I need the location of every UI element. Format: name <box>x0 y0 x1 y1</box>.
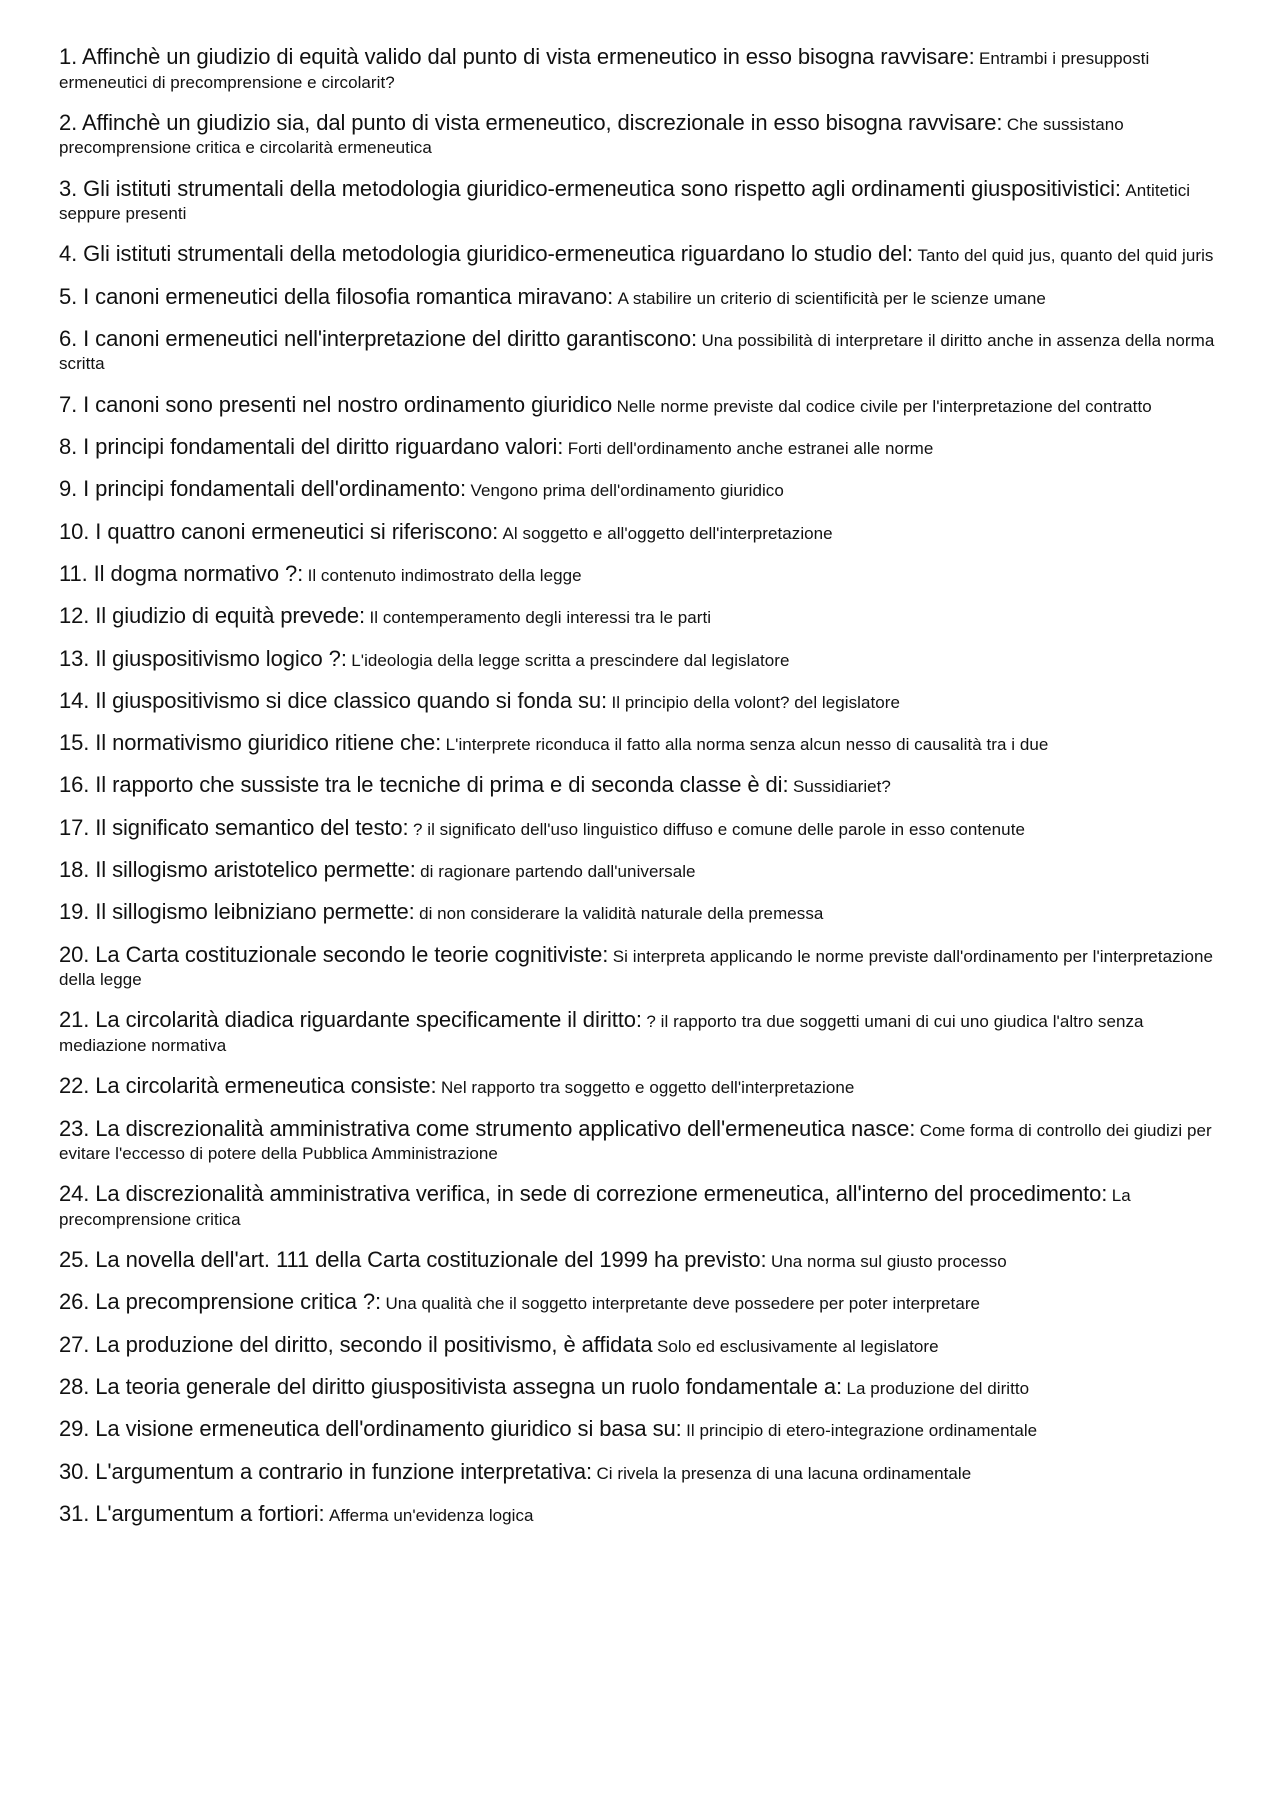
question-text: 23. La discrezionalità amministrativa come strumento applicativo dell'ermeneutica nasce: <box>59 1115 916 1141</box>
qa-item <box>59 391 1224 420</box>
answer-text: Ci rivela la presenza di una lacuna ordinamentale <box>596 1463 972 1483</box>
question-text: 25. La novella dell'art. 111 della Carta costituzionale del 1999 ha previsto: <box>59 1247 767 1273</box>
answer-text: Il principio della volont? del legislatore <box>611 692 900 712</box>
question-text: 6. I canoni ermeneutici nell'interpretazione del diritto garantiscono: <box>59 325 698 351</box>
question-text: 21. La circolarità diadica riguardante specificamente il diritto: <box>59 1007 642 1033</box>
qa-item <box>59 560 1224 589</box>
question-text: 17. Il significato semantico del testo: <box>59 814 409 840</box>
qa-item <box>59 175 1224 227</box>
answer-text: Il contemperamento degli interessi tra le parti <box>369 608 712 628</box>
question-text: 3. Gli istituti strumentali della metodologia giuridico-ermeneutica sono rispetto agli ordinamenti giuspositivistici: <box>59 175 1121 201</box>
qa-item <box>59 859 1224 885</box>
qa-item <box>59 1331 1224 1360</box>
question-text: 1. Affinchè un giudizio di equità valido dal punto di vista ermeneutico in esso bisogna ravvisare: <box>59 44 975 69</box>
question-text: 11. Il dogma normativo ?: <box>59 560 304 586</box>
question-text: 15. Il normativismo giuridico ritiene che: <box>59 730 442 756</box>
qa-item <box>59 687 1224 716</box>
question-text: 28. La teoria generale del diritto giuspositivista assegna un ruolo fondamentale a: <box>59 1374 842 1400</box>
question-answer-list <box>59 46 1224 1545</box>
question-text: 14. Il giuspositivismo si dice classico quando si fonda su: <box>59 687 608 713</box>
answer-text: Il principio di etero-integrazione ordinamentale <box>686 1421 1038 1441</box>
question-text: 7. I canoni sono presenti nel nostro ordinamento giuridico <box>59 391 613 417</box>
qa-item <box>59 518 1224 547</box>
qa-item <box>59 1376 1224 1402</box>
answer-text: Nelle norme previste dal codice civile per l'interpretazione del contratto <box>616 396 1152 416</box>
answer-text: Il contenuto indimostrato della legge <box>307 565 582 585</box>
question-text: 18. Il sillogismo aristotelico permette: <box>59 857 416 883</box>
qa-item <box>59 774 1224 800</box>
answer-text: Entrambi i presupposti ermeneutici di precomprensione e circolarit? <box>59 49 1150 92</box>
qa-item <box>59 109 1224 161</box>
question-text: 9. I principi fondamentali dell'ordinamento: <box>59 476 467 502</box>
answer-text: Vengono prima dell'ordinamento giuridico <box>470 481 784 501</box>
question-text: 19. Il sillogismo leibniziano permette: <box>59 899 415 925</box>
qa-item <box>59 941 1224 993</box>
qa-item <box>59 901 1224 927</box>
question-text: 13. Il giuspositivismo logico ?: <box>59 645 347 671</box>
qa-item <box>59 283 1224 312</box>
qa-item <box>59 1115 1224 1167</box>
answer-text: Come forma di controllo dei giudizi per evitare l'eccesso di potere della Pubblica Amministrazione <box>59 1120 1212 1164</box>
answer-text: di ragionare partendo dall'universale <box>420 862 696 882</box>
qa-item <box>59 1418 1224 1444</box>
answer-text: L'interprete riconduca il fatto alla norma senza alcun nesso di causalità tra i due <box>445 735 1049 755</box>
question-text: 24. La discrezionalità amministrativa verifica, in sede di correzione ermeneutica, all'interno del procedimento: <box>59 1181 1108 1207</box>
qa-item <box>59 1249 1224 1275</box>
question-text: 5. I canoni ermeneutici della filosofia romantica miravano: <box>59 283 614 309</box>
qa-item <box>59 732 1224 758</box>
answer-text: La produzione del diritto <box>846 1379 1030 1399</box>
answer-text: Tanto del quid jus, quanto del quid juris <box>917 246 1214 266</box>
question-text: 2. Affinchè un giudizio sia, dal punto di vista ermeneutico, discrezionale in esso bisogna ravvisare: <box>59 109 1003 135</box>
qa-item <box>59 1075 1224 1101</box>
answer-text: Antitetici seppure presenti <box>59 180 1191 224</box>
qa-item <box>59 46 1224 95</box>
question-text: 27. La produzione del diritto, secondo il positivismo, è affidata <box>59 1331 653 1357</box>
question-text: 26. La precomprensione critica ?: <box>59 1289 381 1315</box>
qa-item <box>59 478 1224 504</box>
answer-text: La precomprensione critica <box>59 1186 1131 1229</box>
answer-text: Forti dell'ordinamento anche estranei alle norme <box>567 439 934 459</box>
qa-item <box>59 1009 1224 1058</box>
answer-text: ? il rapporto tra due soggetti umani di cui uno giudica l'altro senza mediazione normativa <box>59 1012 1144 1055</box>
qa-item <box>59 1183 1224 1232</box>
answer-text: Nel rapporto tra soggetto e oggetto dell'interpretazione <box>440 1078 855 1098</box>
answer-text: A stabilire un criterio di scientificità per le scienze umane <box>617 288 1046 308</box>
question-text: 31. L'argumentum a fortiori: <box>59 1500 325 1526</box>
question-text: 22. La circolarità ermeneutica consiste: <box>59 1073 437 1099</box>
answer-text: Una norma sul giusto processo <box>770 1252 1007 1272</box>
qa-item <box>59 1500 1224 1529</box>
answer-text: L'ideologia della legge scritta a prescindere dal legislatore <box>351 650 790 670</box>
question-text: 30. L'argumentum a contrario in funzione interpretativa: <box>59 1458 593 1484</box>
qa-item <box>59 605 1224 631</box>
answer-text: Che sussistano precomprensione critica e circolarità ermeneutica <box>59 114 1124 158</box>
question-text: 12. Il giudizio di equità prevede: <box>59 603 366 629</box>
qa-item <box>59 1291 1224 1317</box>
qa-item <box>59 436 1224 462</box>
question-text: 8. I principi fondamentali del diritto riguardano valori: <box>59 434 564 460</box>
qa-item <box>59 814 1224 843</box>
question-text: 10. I quattro canoni ermeneutici si riferiscono: <box>59 518 499 544</box>
answer-text: Afferma un'evidenza logica <box>328 1505 534 1525</box>
qa-item <box>59 243 1224 269</box>
answer-text: Una possibilità di interpretare il diritto anche in assenza della norma scritta <box>59 330 1215 374</box>
answer-text: Solo ed esclusivamente al legislatore <box>657 1336 939 1356</box>
answer-text: Sussidiariet? <box>792 777 891 797</box>
question-text: 20. La Carta costituzionale secondo le teorie cognitiviste: <box>59 941 609 967</box>
question-text: 29. La visione ermeneutica dell'ordinamento giuridico si basa su: <box>59 1416 682 1442</box>
question-text: 4. Gli istituti strumentali della metodologia giuridico-ermeneutica riguardano lo studio del: <box>59 241 914 267</box>
question-text: 16. Il rapporto che sussiste tra le tecniche di prima e di seconda classe è di: <box>59 772 789 798</box>
answer-text: Si interpreta applicando le norme previste dall'ordinamento per l'interpretazione della legge <box>59 946 1213 990</box>
answer-text: ? il significato dell'uso linguistico diffuso e comune delle parole in esso contenute <box>412 819 1025 839</box>
answer-text: Una qualità che il soggetto interpretante deve possedere per poter interpretare <box>385 1294 981 1314</box>
answer-text: Al soggetto e all'oggetto dell'interpretazione <box>502 523 833 543</box>
qa-item <box>59 645 1224 674</box>
qa-item <box>59 325 1224 377</box>
qa-item <box>59 1458 1224 1487</box>
answer-text: di non considerare la validità naturale della premessa <box>419 904 824 924</box>
